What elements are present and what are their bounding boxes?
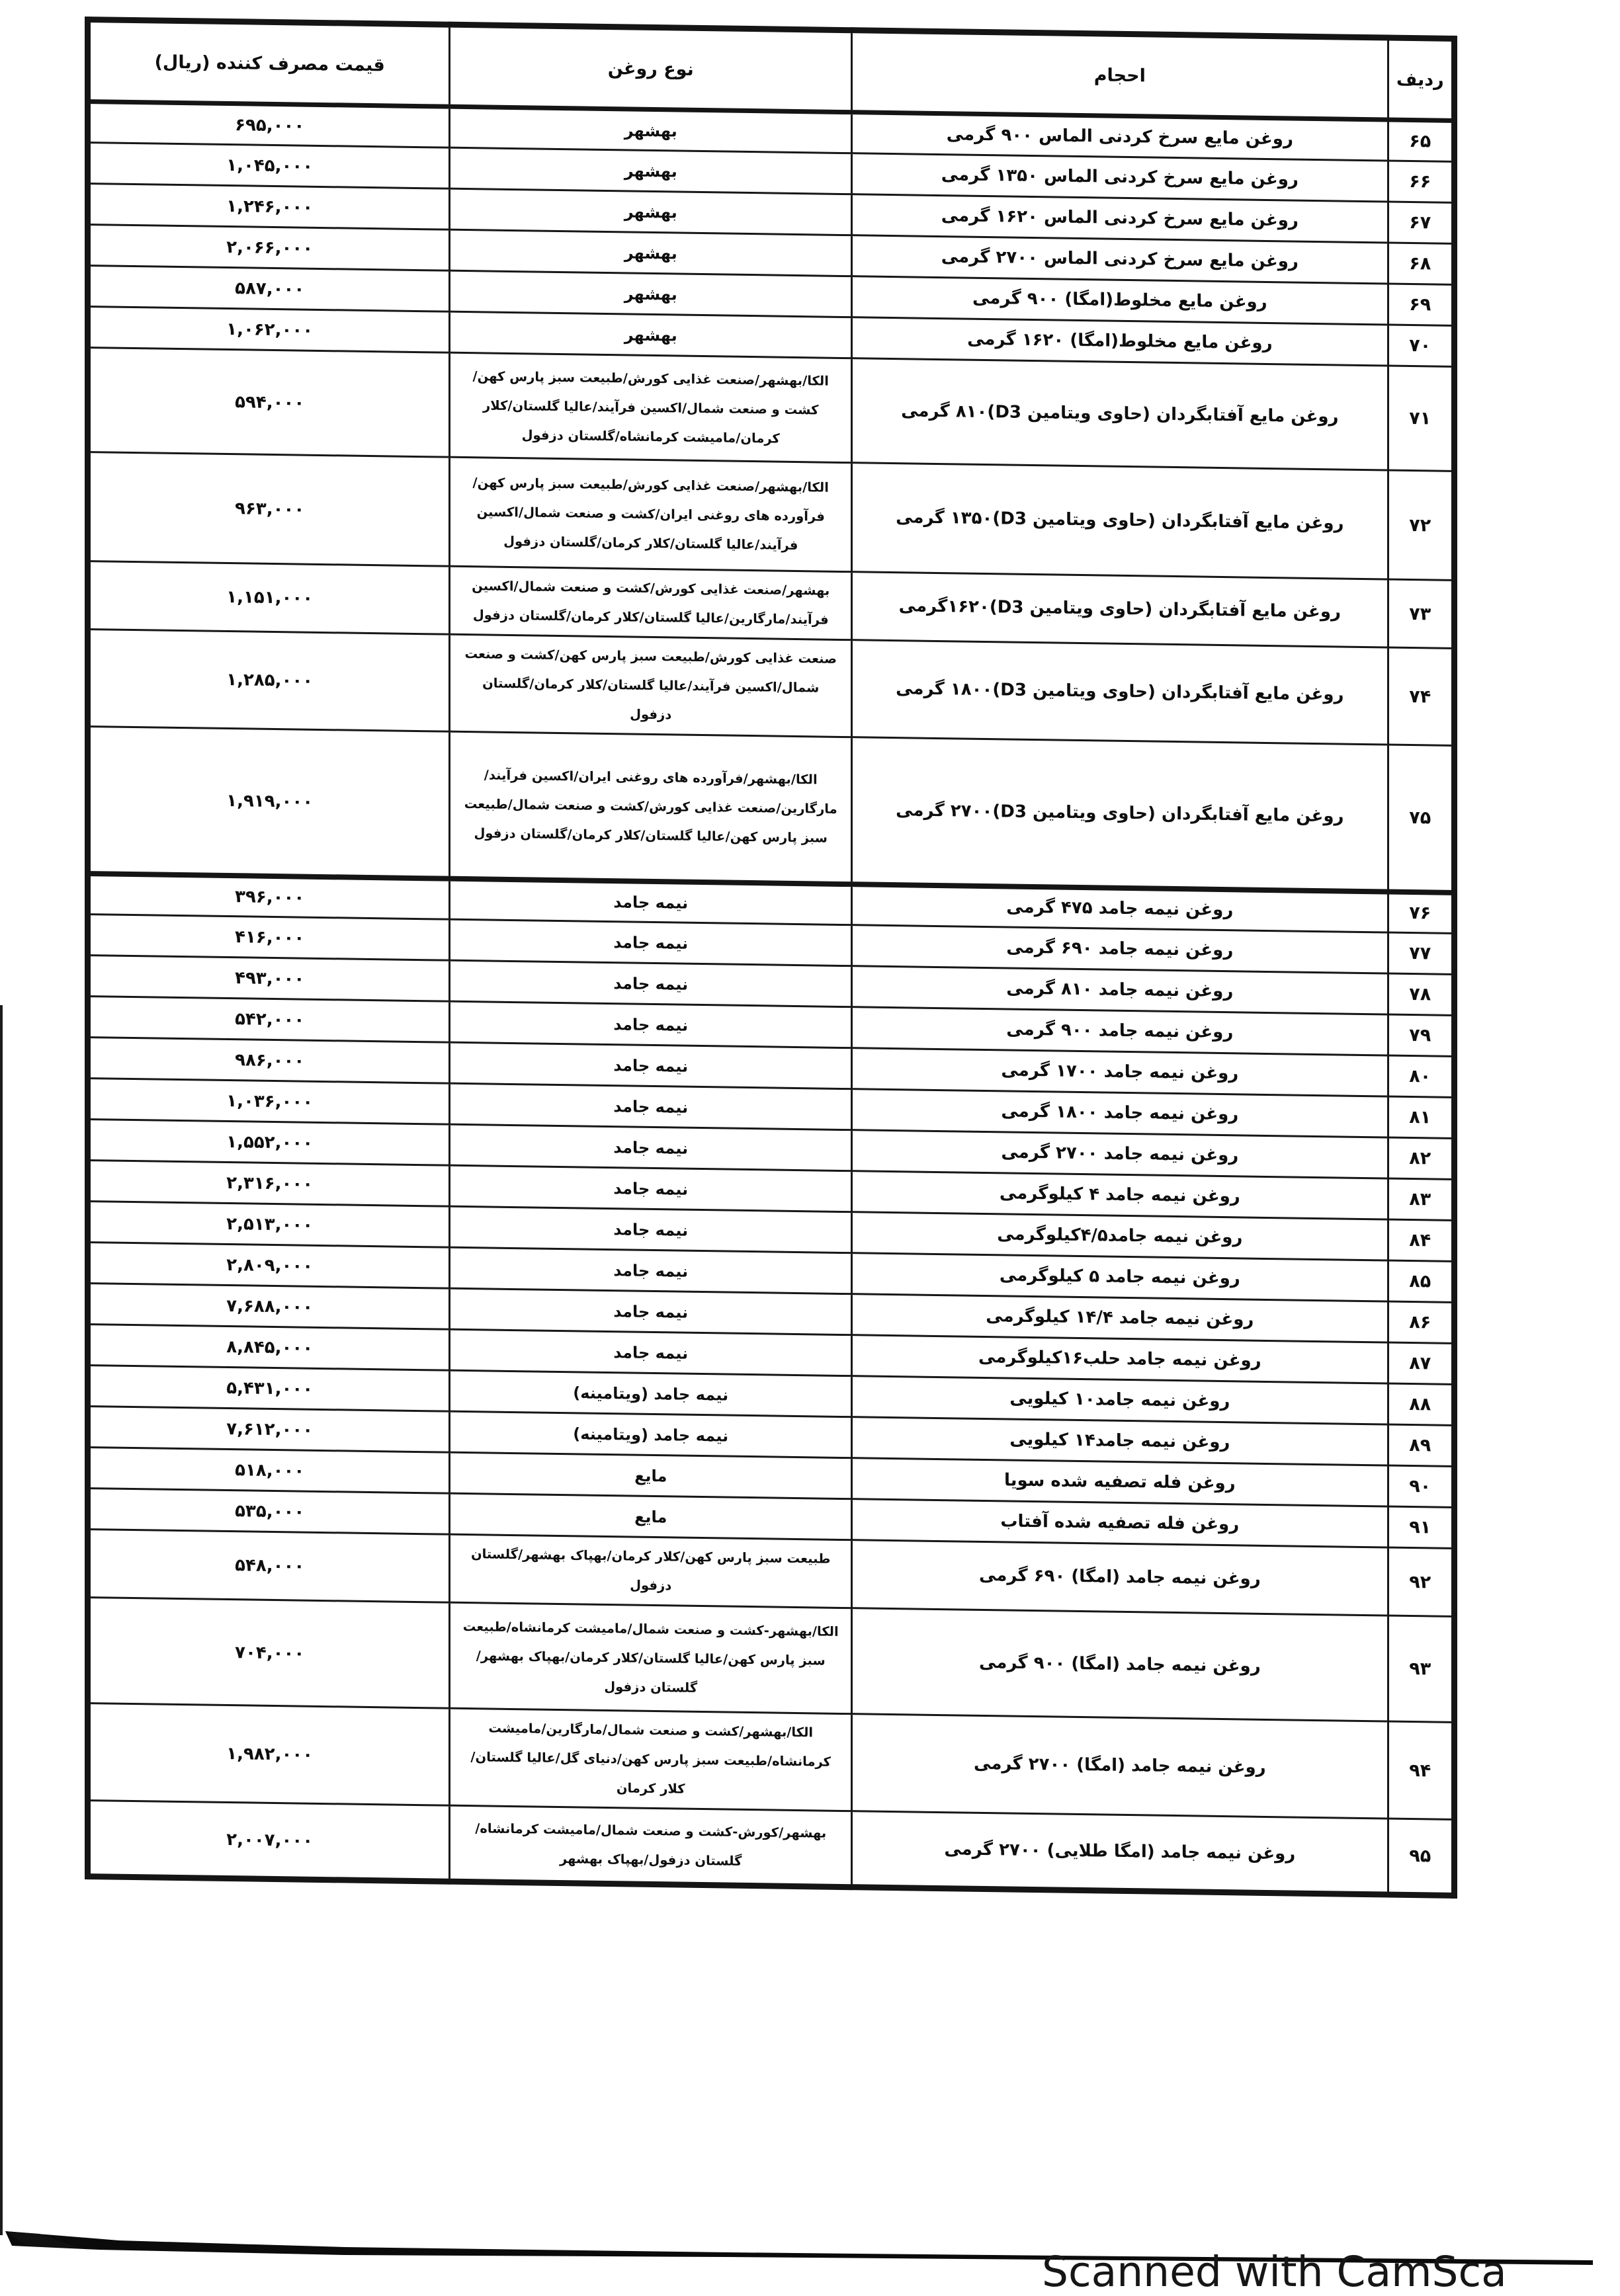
cell-oil-type: الکا/بهشهر/فرآورده های روغنی ایران/اکسین فرآیند/مارگارین/صنعت غذایی کورش/کشت و صنعت شمال/طبیعت سبز پارس کهن/عالیا گلستان/کلار کرمان/گلستان دزفول [450,731,852,883]
cell-product: روغن نیمه جامد ۹۰۰ گرمی [852,1007,1388,1055]
cell-product: روغن فله تصفیه شده آفتاب [852,1499,1388,1547]
cell-price: ۵۴۸,۰۰۰ [88,1530,450,1603]
cell-row-number: ۷۲ [1388,470,1454,580]
cell-row-number: ۶۶ [1388,161,1454,202]
cell-row-number: ۸۳ [1388,1178,1454,1220]
cell-row-number: ۹۳ [1388,1616,1454,1722]
cell-row-number: ۷۹ [1388,1014,1454,1056]
cell-oil-type: بهشهر [450,311,852,358]
cell-oil-type: نیمه جامد [450,1247,852,1293]
oil-price-table [85,17,1457,1899]
cell-row-number: ۷۰ [1388,325,1454,366]
cell-oil-type: بهشهر [450,188,852,235]
cell-product: روغن فله تصفیه شده سویا [852,1458,1388,1506]
cell-product: روغن نیمه جامد ۴۷۵ گرمی [852,884,1388,932]
cell-row-number: ۷۴ [1388,647,1454,745]
cell-price: ۷,۶۸۸,۰۰۰ [88,1284,450,1330]
cell-product: روغن نیمه جامد ۱۸۰۰ گرمی [852,1089,1388,1137]
cell-oil-type: نیمه جامد [450,1001,852,1047]
cell-price: ۹۸۶,۰۰۰ [88,1038,450,1084]
cell-product: روغن نیمه جامد ۸۱۰ گرمی [852,966,1388,1014]
cell-oil-type: الکا/بهشهر/کشت و صنعت شمال/مارگارین/مامیشت کرمانشاه/طبیعت سبز پارس کهن/دنیای گل/عالیا گلستان/کلار کرمان [450,1708,852,1811]
cell-product: روغن نیمه جامد ۱۷۰۰ گرمی [852,1048,1388,1096]
cell-product: روغن مایع آفتابگردان (حاوی ویتامین D3)۱۶۲۰گرمی [852,572,1388,647]
cell-price: ۵۸۷,۰۰۰ [88,266,450,312]
table-row [88,727,1455,893]
cell-product: روغن مایع سرخ کردنی الماس ۱۳۵۰ گرمی [852,153,1388,202]
cell-product: روغن مایع مخلوط(امگا) ۱۶۲۰ گرمی [852,317,1388,366]
table-row [88,1703,1455,1820]
cell-row-number: ۹۰ [1388,1465,1454,1507]
cell-row-number: ۶۹ [1388,284,1454,325]
cell-price: ۵,۴۳۱,۰۰۰ [88,1366,450,1412]
cell-price: ۱,۲۸۵,۰۰۰ [88,630,450,732]
cell-oil-type: نیمه جامد [450,1042,852,1088]
cell-oil-type: نیمه جامد [450,1206,852,1252]
cell-product: روغن نیمه جامد ۶۹۰ گرمی [852,925,1388,973]
cell-oil-type: طبیعت سبز پارس کهن/کلار کرمان/بهپاک بهشهر/گلستان دزفول [450,1534,852,1608]
cell-product: روغن مایع سرخ کردنی الماس ۱۶۲۰ گرمی [852,194,1388,243]
cell-price: ۲,۸۰۹,۰۰۰ [88,1243,450,1289]
col-header-oil-type: نوع روغن [450,24,852,112]
cell-oil-type: نیمه جامد (ویتامینه) [450,1411,852,1457]
cell-oil-type: الکا/بهشهر/صنعت غذایی کورش/طبیعت سبز پارس کهن/فرآورده های روغنی ایران/کشت و صنعت شمال/اکسین فرآیند/عالیا گلستان/کلار کرمان/گلستان دزفول [450,457,852,571]
cell-price: ۵۴۲,۰۰۰ [88,997,450,1043]
cell-product: روغن نیمه جامد (امگا) ۹۰۰ گرمی [852,1608,1388,1721]
cell-price: ۱,۲۴۶,۰۰۰ [88,184,450,230]
cell-product: روغن مایع سرخ کردنی الماس ۹۰۰ گرمی [852,112,1388,161]
cell-row-number: ۸۶ [1388,1301,1454,1343]
table-row [88,630,1455,746]
cell-product: روغن مایع آفتابگردان (حاوی ویتامین D3)۲۷۰۰ گرمی [852,737,1388,891]
cell-row-number: ۹۴ [1388,1721,1454,1819]
cell-oil-type: بهشهر [450,147,852,194]
cell-oil-type: نیمه جامد [450,1124,852,1170]
cell-row-number: ۹۱ [1388,1506,1454,1548]
cell-oil-type: نیمه جامد [450,1165,852,1211]
cell-product: روغن نیمه جامد۴/۵کیلوگرمی [852,1212,1388,1260]
cell-price: ۱,۰۳۶,۰۰۰ [88,1079,450,1125]
cell-product: روغن مایع مخلوط(امگا) ۹۰۰ گرمی [852,276,1388,325]
cell-product: روغن نیمه جامد حلب۱۶کیلوگرمی [852,1335,1388,1383]
cell-product: روغن نیمه جامد (امگا) ۶۹۰ گرمی [852,1540,1388,1616]
cell-row-number: ۶۷ [1388,202,1454,243]
table-row [88,452,1455,581]
cell-price: ۶۹۵,۰۰۰ [88,102,450,148]
col-header-consumer-price: قیمت مصرف کننده (ریال) [88,20,450,107]
cell-price: ۱,۵۵۲,۰۰۰ [88,1120,450,1166]
cell-product: روغن نیمه جامد (امگا) ۲۷۰۰ گرمی [852,1714,1388,1819]
cell-price: ۷۰۴,۰۰۰ [88,1598,450,1709]
cell-price: ۴۱۶,۰۰۰ [88,915,450,961]
cell-oil-type: نیمه جامد [450,960,852,1006]
cell-price: ۹۶۳,۰۰۰ [88,452,450,567]
cell-row-number: ۸۹ [1388,1424,1454,1466]
cell-price: ۱,۰۶۲,۰۰۰ [88,307,450,353]
table-row [88,1598,1455,1723]
cell-oil-type: الکا/بهشهر-کشت و صنعت شمال/مامیشت کرمانشاه/طبیعت سبز پارس کهن/عالیا گلستان/کلار کرمان/بهپاک بهشهر/گلستان دزفول [450,1602,852,1713]
cell-product: روغن نیمه جامد (امگا طلایی) ۲۷۰۰ گرمی [852,1811,1388,1895]
cell-product: روغن مایع آفتابگردان (حاوی ویتامین D3)۱۸۰۰ گرمی [852,640,1388,745]
cell-oil-type: نیمه جامد [450,1083,852,1129]
cell-row-number: ۸۴ [1388,1219,1454,1261]
cell-oil-type: الکا/بهشهر/صنعت غذایی کورش/طبیعت سبز پارس کهن/کشت و صنعت شمال/اکسین فرآیند/عالیا گلستان/کلار کرمان/مامیشت کرمانشاه/گلستان دزفول [450,352,852,462]
cell-row-number: ۷۸ [1388,973,1454,1015]
cell-price: ۴۹۳,۰۰۰ [88,956,450,1002]
cell-oil-type: صنعت غذایی کورش/طبیعت سبز پارس کهن/کشت و صنعت شمال/اکسین فرآیند/عالیا گلستان/کلار کرمان/گلستان دزفول [450,634,852,737]
cell-row-number: ۹۵ [1388,1819,1454,1895]
cell-row-number: ۷۶ [1388,891,1454,933]
cell-row-number: ۸۱ [1388,1096,1454,1138]
cell-price: ۵۹۴,۰۰۰ [88,348,450,458]
cell-product: روغن نیمه جامد ۴ کیلوگرمی [852,1171,1388,1219]
cell-price: ۵۱۸,۰۰۰ [88,1448,450,1494]
col-header-products: احجام [852,30,1388,120]
cell-row-number: ۷۷ [1388,932,1454,974]
cell-product: روغن نیمه جامد ۵ کیلوگرمی [852,1253,1388,1301]
col-header-row-number: ردیف [1388,38,1454,120]
cell-price: ۱,۱۵۱,۰۰۰ [88,561,450,635]
cell-row-number: ۸۷ [1388,1342,1454,1384]
cell-product: روغن نیمه جامد ۱۴/۴ کیلوگرمی [852,1294,1388,1342]
cell-oil-type: بهشهر [450,229,852,276]
cell-oil-type: نیمه جامد [450,1288,852,1334]
cell-product: روغن مایع سرخ کردنی الماس ۲۷۰۰ گرمی [852,235,1388,284]
cell-product: روغن مایع آفتابگردان (حاوی ویتامین D3)۱۳۵۰ گرمی [852,463,1388,579]
cell-price: ۷,۶۱۲,۰۰۰ [88,1407,450,1453]
camscanner-watermark: Scanned with CamSca [1042,2248,1507,2296]
cell-row-number: ۷۳ [1388,579,1454,648]
cell-price: ۳۹۶,۰۰۰ [88,874,450,920]
cell-row-number: ۸۵ [1388,1260,1454,1302]
cell-price: ۲,۵۱۳,۰۰۰ [88,1202,450,1248]
cell-row-number: ۷۵ [1388,745,1454,892]
cell-oil-type: نیمه جامد [450,1329,852,1375]
cell-product: روغن نیمه جامد۱۴ کیلویی [852,1417,1388,1465]
cell-oil-type: نیمه جامد (ویتامینه) [450,1370,852,1416]
cell-row-number: ۸۸ [1388,1383,1454,1425]
cell-oil-type: نیمه جامد [450,878,852,924]
cell-price: ۱,۹۸۲,۰۰۰ [88,1703,450,1806]
cell-oil-type: بهشهر/صنعت غذایی کورش/کشت و صنعت شمال/اکسین فرآیند/مارگارین/عالیا گلستان/کلار کرمان/گلستان دزفول [450,566,852,639]
cell-product: روغن نیمه جامد۱۰ کیلویی [852,1376,1388,1424]
cell-row-number: ۶۸ [1388,243,1454,284]
cell-price: ۲,۳۱۶,۰۰۰ [88,1161,450,1207]
cell-oil-type: بهشهر [450,106,852,153]
cell-oil-type: نیمه جامد [450,919,852,965]
cell-row-number: ۷۱ [1388,366,1454,471]
cell-row-number: ۹۲ [1388,1547,1454,1616]
cell-price: ۲,۰۶۶,۰۰۰ [88,225,450,271]
cell-price: ۸,۸۴۵,۰۰۰ [88,1325,450,1371]
cell-oil-type: مایع [450,1452,852,1498]
cell-price: ۱,۰۴۵,۰۰۰ [88,143,450,189]
cell-oil-type: بهشهر [450,270,852,317]
table-row [88,348,1455,472]
cell-product: روغن نیمه جامد ۲۷۰۰ گرمی [852,1130,1388,1178]
cell-price: ۲,۰۰۷,۰۰۰ [88,1801,450,1882]
cell-price: ۱,۹۱۹,۰۰۰ [88,727,450,879]
cell-row-number: ۸۲ [1388,1137,1454,1179]
cell-row-number: ۸۰ [1388,1055,1454,1097]
scan-edge-line [0,1005,3,2235]
cell-oil-type: مایع [450,1493,852,1539]
cell-row-number: ۶۵ [1388,120,1454,161]
cell-product: روغن مایع آفتابگردان (حاوی ویتامین D3)۸۱۰ گرمی [852,358,1388,470]
price-table-wrap [85,17,1457,1899]
cell-price: ۵۳۵,۰۰۰ [88,1489,450,1535]
cell-oil-type: بهشهر/کورش-کشت و صنعت شمال/مامیشت کرمانشاه/گلستان دزفول/بهپاک بهشهر [450,1805,852,1887]
